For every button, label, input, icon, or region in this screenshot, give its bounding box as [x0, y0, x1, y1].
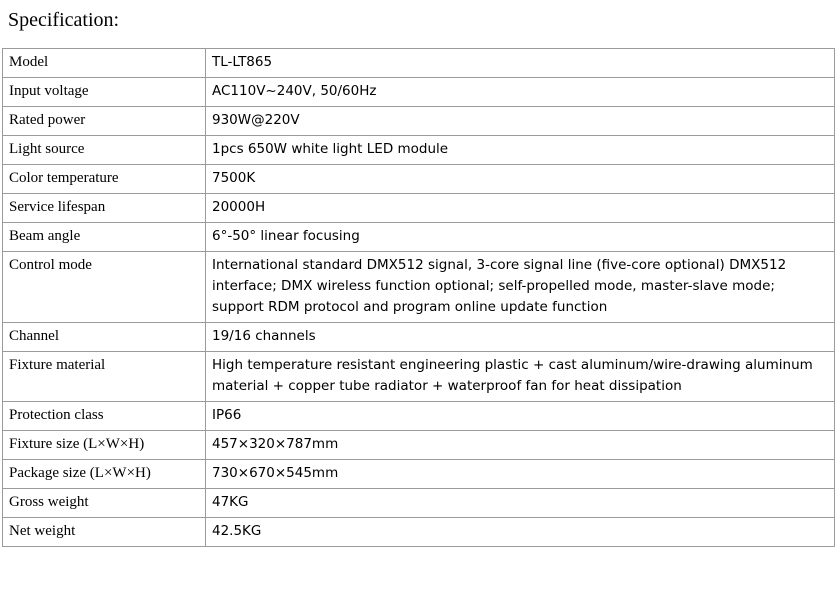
table-row: [3, 136, 835, 165]
specification-table: [2, 48, 835, 547]
spec-value: 457×320×787mm: [206, 431, 835, 460]
table-row: [3, 107, 835, 136]
spec-label: Fixture size (L×W×H): [3, 431, 206, 460]
table-row: [3, 252, 835, 323]
spec-value: 42.5KG: [206, 518, 835, 547]
table-row: [3, 460, 835, 489]
spec-label: Input voltage: [3, 78, 206, 107]
spec-label: Channel: [3, 323, 206, 352]
spec-value: 19/16 channels: [206, 323, 835, 352]
spec-value: AC110V~240V, 50/60Hz: [206, 78, 835, 107]
spec-value: IP66: [206, 402, 835, 431]
spec-label: Fixture material: [3, 352, 206, 402]
spec-value: 6°-50° linear focusing: [206, 223, 835, 252]
table-row: [3, 165, 835, 194]
spec-value: 930W@220V: [206, 107, 835, 136]
spec-label: Package size (L×W×H): [3, 460, 206, 489]
spec-value: 7500K: [206, 165, 835, 194]
table-row: [3, 49, 835, 78]
spec-value: TL-LT865: [206, 49, 835, 78]
spec-label: Rated power: [3, 107, 206, 136]
spec-value: 47KG: [206, 489, 835, 518]
spec-label: Protection class: [3, 402, 206, 431]
table-row: [3, 323, 835, 352]
spec-value: International standard DMX512 signal, 3-core signal line (five-core optional) DMX512 interface; DMX wireless function optional; self-propelled mode, master-slave mode; support RDM protocol and program online update function: [206, 252, 835, 323]
spec-value: High temperature resistant engineering plastic + cast aluminum/wire-drawing aluminum material + copper tube radiator + waterproof fan for heat dissipation: [206, 352, 835, 402]
table-row: [3, 223, 835, 252]
spec-label: Service lifespan: [3, 194, 206, 223]
table-row: [3, 518, 835, 547]
specification-table-body: [3, 49, 835, 547]
spec-label: Net weight: [3, 518, 206, 547]
spec-label: Light source: [3, 136, 206, 165]
spec-label: Gross weight: [3, 489, 206, 518]
table-row: [3, 489, 835, 518]
spec-label: Beam angle: [3, 223, 206, 252]
table-row: [3, 78, 835, 107]
spec-value: 730×670×545mm: [206, 460, 835, 489]
table-row: [3, 194, 835, 223]
spec-value: 1pcs 650W white light LED module: [206, 136, 835, 165]
page-title: Specification:: [8, 9, 120, 31]
table-row: [3, 431, 835, 460]
spec-value: 20000H: [206, 194, 835, 223]
spec-label: Control mode: [3, 252, 206, 323]
table-row: [3, 352, 835, 402]
spec-label: Model: [3, 49, 206, 78]
spec-label: Color temperature: [3, 165, 206, 194]
table-row: [3, 402, 835, 431]
